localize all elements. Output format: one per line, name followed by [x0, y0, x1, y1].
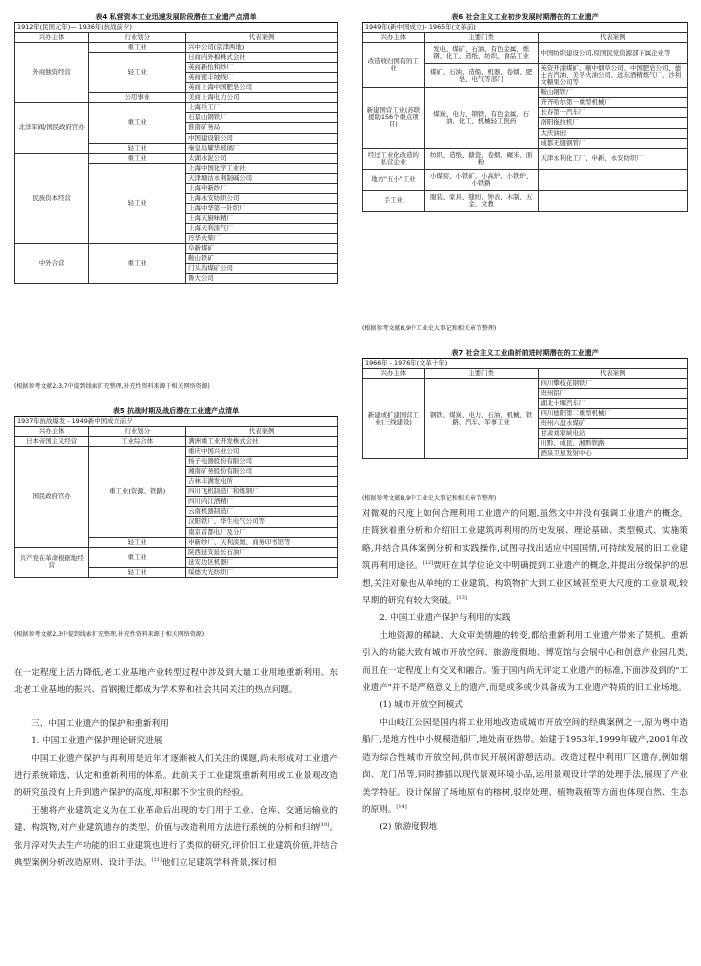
table6-caption: 表6 社会主义工业初步发展时期潜在的工业遗产	[451, 13, 599, 21]
left-paragraph-2: 中国工业遗产保护与再利用是近年才逐渐被人们关注的课题,尚未形成对工业遗产进行系统筛选、认定和重新利用的体系。此前关于工业建筑重新利用或工业景观改造的研究虽没有上升到遗产保护的高度,却积累不少宝贵的经验。	[14, 753, 338, 799]
right-paragraph-3: 中山岐江公园是国内将工业用地改造成城市开放空间的经典案例之一,原为粤中造船厂,是地方性中小规模造船厂,地处南亚热带。始建于1953年,1999年破产,2001年改造为综合性城市开放空间,供市民开展闲游憩活动。改造过程中利用厂区遗存,例如烟囱、龙门吊等,同时掺插以现代景观环境小品,运用景观设计学的处理手法,展现了产业美学特征。设计保留了场地原有的榕树,驳岸处理、植物栽植等方面也体现自然、生态的原则。[14]	[362, 717, 688, 815]
table4-caption: 表4 私营资本工业迅速发展阶段潜在工业遗产点清单	[95, 13, 257, 21]
table-row	[15, 447, 338, 457]
case-cell: 鲁大公司	[186, 274, 338, 284]
case-cell: 贵州六盘水煤矿	[538, 419, 688, 429]
left-column	[14, 12, 338, 640]
sector-cell: 轻工业	[89, 567, 186, 577]
left-paragraph-3: 王驰将产业建筑定义为在工业革命后出现的专门用于工业、仓库、交通运输业的建、构筑物,对产业建筑遗存的类型、价值与改造利用方法进行系统的分析和归纳[10]。张月淳对失去生产功能的旧工业建筑也进行了类似的研究,评价旧工业建筑价值,并结合典型案例分析改造原则、设计手法。[11]他们立足建筑学科背景,探讨相	[14, 805, 338, 869]
sector-cell: 轻工业	[89, 163, 186, 243]
subsection-heading-2-2: (2) 旅游度假地	[379, 822, 438, 833]
case-cell: 绥德大光纺织厂	[186, 567, 338, 577]
sector-cell: 钢铁、煤炭、电力、石油、机械、铁路、汽车、军事工业	[424, 379, 538, 459]
table5-caption: 表5 抗战时期及战后潜在工业遗产点清单	[112, 407, 240, 415]
subject-cell: 经过工业化改造的私营企业	[363, 148, 425, 169]
table-header-1: 行业划分	[89, 33, 186, 43]
sector-cell: 重工业	[89, 103, 186, 143]
case-cell: 汉阳铁厂、华生电气公司等	[186, 517, 338, 527]
case-cell: 云南机器制造厂	[186, 507, 338, 517]
case-cell: 上海天利淡气厂	[186, 223, 338, 233]
case-cell: 美商上海电力公司	[186, 93, 338, 103]
case-cell: 大庆油田	[538, 128, 688, 138]
ref-10: [10]	[319, 822, 330, 829]
table-row	[15, 547, 338, 557]
case-cell: 鞍山钢铁厂	[538, 88, 688, 98]
subject-cell: 手工业	[363, 190, 425, 211]
case-cell: 中国纺织建设公司,原国民党资源部下属企业等	[538, 43, 688, 64]
case-cell: 成都无缝钢管厂	[538, 138, 688, 148]
table-header-2: 代表案例	[186, 427, 338, 437]
subject-cell: 新建国营工业(苏联援助156个重点项目)	[363, 88, 425, 148]
table4	[14, 22, 338, 284]
case-cell: 甘肃刘家峡电站	[538, 429, 688, 439]
subject-cell: 日本帝国主义经营	[15, 437, 89, 447]
sector-cell: 重工业	[89, 43, 186, 53]
case-cell: 吉林丰满发电所	[186, 477, 338, 487]
subsection-heading-2: 2. 中国工业遗产保护与利用的实践	[379, 613, 511, 624]
case-cell: 丹华火柴厂	[186, 233, 338, 243]
sector-cell: 小煤窑、小铁矿、小高炉、小铁炉、小铁路	[424, 169, 538, 190]
case-cell: 英资开滦煤矿、颐中烟草公司、中国肥皂公司、德士古汽油、美孚火油公司、远东酒精炼气厂、沙利文糖果公司等	[538, 64, 688, 88]
table-header-2: 代表案例	[538, 369, 688, 379]
case-cell: 鞍山铁矿	[186, 254, 338, 264]
table7-source: (根据参考文献8,9中工业史大事记和相关章节整理)	[362, 495, 497, 502]
ref-14: [14]	[396, 804, 407, 811]
table5	[14, 416, 338, 578]
subject-cell: 外商独资经营	[15, 43, 89, 103]
case-cell	[538, 190, 688, 211]
table-header-1: 行业划分	[89, 427, 186, 437]
table-row	[363, 43, 688, 64]
case-cell: 川黔、成昆、湘黔铁路	[538, 439, 688, 449]
table-header-1: 主要门类	[424, 33, 538, 43]
case-cell: 太湖水泥公司	[186, 153, 338, 163]
ref-11: [11]	[151, 857, 162, 864]
sector-cell: 煤矿、石油、造船、机器、卷烟、肥皂、电气等部门	[424, 64, 538, 88]
table-row	[15, 103, 338, 113]
case-cell: 上海天厨味精厂	[186, 213, 338, 223]
sector-cell: 重工业	[89, 547, 186, 567]
case-cell: 石景山钢铁厂	[186, 113, 338, 123]
table-header-2: 代表案例	[538, 33, 688, 43]
case-cell: 四川飞机制造厂和炼钢厂	[186, 487, 338, 497]
case-cell: 天津永利化工厂、申新、永安纺织厂	[538, 148, 688, 169]
case-cell: 酒泉卫星发射中心	[538, 449, 688, 459]
table-header-2: 代表案例	[186, 33, 338, 43]
case-cell: 英商密丰绒线厂	[186, 73, 338, 83]
left-paragraph-1: 在一定程度上活力降低,老工业基地产业转型过程中涉及到大量工业用地重新利用。东北老工业基地的振兴、首钢搬迁都成为学术界和社会共同关注的热点问题。	[14, 668, 338, 696]
subject-cell: 新建或扩建国营工业(三线建设)	[363, 379, 425, 459]
case-cell: 上海永安纺织公司	[186, 193, 338, 203]
table-row	[15, 437, 338, 447]
table-header-0: 兴办主体	[363, 369, 425, 379]
table-row	[363, 148, 688, 169]
subject-cell: 北洋军阀/国民政府官办	[15, 103, 89, 153]
sector-cell: 重工业(资源、铁路)	[89, 447, 186, 537]
subsection-heading-2-1: (1) 城市开放空间模式	[379, 700, 463, 711]
table6	[362, 22, 688, 212]
sector-cell: 轻工业	[89, 537, 186, 547]
section-heading-3: 三、中国工业遗产的保护和重新利用	[31, 718, 169, 729]
case-cell: 满洲重工业开发株式会社	[186, 437, 338, 447]
case-cell: 延安边区机器厂	[186, 557, 338, 567]
case-cell: 四川内江酒精厂	[186, 497, 338, 507]
sector-cell: 公用事业	[89, 93, 186, 103]
table-row	[363, 169, 688, 190]
table5-source: (根据参考文献2,3中提到线索扩充整理,补充性资料来源于相关网络资源)	[14, 631, 205, 638]
case-cell: 申新纱厂、天利淡氮、商务印书馆等	[186, 537, 338, 547]
table4-source: (根据参考文献2,3,7中提到线索扩充整理,补充性资料来源于相关网络资源)	[14, 383, 210, 390]
table-row	[363, 379, 688, 389]
case-cell: 上海申新纱厂	[186, 183, 338, 193]
right-paragraph-2: 土地资源的稀缺、大众审美情趣的转变,都给重新利用工业遗产带来了契机。重新引入的功能大致有城市开放空间、旅游度假地、博览馆与会展中心和创意产业园几类,而且在一定程度上有交叉和融合。鉴于国内尚无评定工业遗产的标准,下面涉及到的"工业遗产"并不是严格意义上的遗产,而是或多或少具备成为工业遗产特质的旧工业场地。	[362, 630, 688, 694]
case-cell: 贵州铝厂	[538, 389, 688, 399]
table7-caption: 表7 社会主义工业曲折前进时期潜在的工业遗产	[451, 349, 599, 357]
right-body-text	[362, 506, 688, 837]
case-cell: 洛阳拖拉机厂	[538, 118, 688, 128]
sector-cell: 轻工业	[89, 143, 186, 153]
table-period-row: 1949年(新中国成立)- 1965年(文革前)	[363, 23, 688, 33]
sector-cell: 煤炭、电力、钢铁、有色金属、石油、化工、机械轻工医药	[424, 88, 538, 148]
case-cell: 南京首都电厂及分厂	[186, 527, 338, 537]
right-paragraph-1: 对微观的尺度上如何合理利用工业遗产的问题,虽然文中并没有强调工业遗产的概念。庄简狄着重分析和介绍旧工业建筑再利用的历史发展、理论基础、类型模式、实施策略,并结合具体案例分析和实践操作,试图寻找出适应中国国情,可持续发展的旧工业建筑再利用途径。[12]贾旺在其学位论文中明确提到工业遗产的概念,并提出分级保护的思想,关注对象也从单纯的工业建筑、构筑物扩大到工业区域甚至更大尺度的工业景观,较早期的研究有较大突破。[13]	[362, 509, 688, 607]
sector-cell: 重工业	[89, 244, 186, 284]
case-cell: 湘南矿务股份有限公司	[186, 467, 338, 477]
table7	[362, 358, 688, 459]
table-period-row: 1966年 - 1976年(文革十年)	[363, 359, 688, 369]
table-header-0: 兴办主体	[363, 33, 425, 43]
case-cell: 中国建设银公司	[186, 133, 338, 143]
case-cell: 上海中华第一针织厂	[186, 203, 338, 213]
case-cell: 天津塘沽永利制碱公司	[186, 173, 338, 183]
table-row	[363, 190, 688, 211]
case-cell: 四川德阳第二重型机械厂	[538, 409, 688, 419]
case-cell: 阜新煤矿	[186, 244, 338, 254]
subject-cell: 共产党在革命根据地经营	[15, 547, 89, 577]
case-cell: 重庆中国兴业公司	[186, 447, 338, 457]
case-cell: 英商新怡和纱厂	[186, 63, 338, 73]
table-period-row: 1937年抗战爆发 - 1949新中国成立前夕	[15, 417, 338, 427]
ref-13: [13]	[456, 595, 467, 602]
table-header-1: 主要门类	[424, 369, 538, 379]
case-cell: 英商上海中国肥皂公司	[186, 83, 338, 93]
subsection-heading-1: 1. 中国工业遗产保护理论研究进展	[31, 736, 163, 747]
sector-cell: 纺织、造纸、搪瓷、卷烟、碾米、面粉	[424, 148, 538, 169]
sector-cell: 工业综合体	[89, 437, 186, 447]
right-column	[362, 12, 688, 504]
table-row	[15, 153, 338, 163]
case-cell: 淮南矿务局	[186, 123, 338, 133]
subject-cell: 国民政府官办	[15, 447, 89, 547]
sector-cell: 轻工业	[89, 53, 186, 93]
case-cell	[538, 169, 688, 190]
case-cell: 兴中公司(京津两地)	[186, 43, 338, 53]
case-cell: 扬子电器股份有限公司	[186, 457, 338, 467]
case-cell: 门头沟煤矿公司	[186, 264, 338, 274]
table-row	[363, 88, 688, 98]
case-cell: 陕西延安延长石油厂	[186, 547, 338, 557]
case-cell: 长春第一汽车厂	[538, 108, 688, 118]
table6-source: (根据参考文献8,9中工业史大事记和相关章节整理)	[362, 325, 497, 332]
case-cell: 上海兵工厂	[186, 103, 338, 113]
table-row	[15, 244, 338, 254]
ref-12: [12]	[422, 560, 434, 567]
table-period-row: 1912年(民国元年)— 1936年(抗战前夕)	[15, 23, 338, 33]
subject-cell: 民族资本经营	[15, 153, 89, 243]
table-header-0: 兴办主体	[15, 33, 89, 43]
sector-cell: 重工业	[89, 153, 186, 163]
sector-cell: 发电、煤矿、石油、有色金属、炼钢、化工、造纸、纺织、食品工业	[424, 43, 538, 64]
case-cell: 日商内外棉株式会社	[186, 53, 338, 63]
case-cell: 四川攀枝花钢铁厂	[538, 379, 688, 389]
table-header-0: 兴办主体	[15, 427, 89, 437]
table-row	[15, 43, 338, 53]
subject-cell: 地方"五小"工业	[363, 169, 425, 190]
case-cell: 齐齐哈尔第一重型机械厂	[538, 98, 688, 108]
sector-cell: 服装、家具、缝纫、钟表、木制、五金、文教	[424, 190, 538, 211]
left-body-text	[14, 665, 338, 872]
case-cell: 秦皇岛耀华玻璃厂	[186, 143, 338, 153]
subject-cell: 中外合营	[15, 244, 89, 284]
subject-cell: 改造收归国有的工业	[363, 43, 425, 88]
case-cell: 湖北十堰汽车厂	[538, 399, 688, 409]
case-cell: 上海中国化学工业社	[186, 163, 338, 173]
